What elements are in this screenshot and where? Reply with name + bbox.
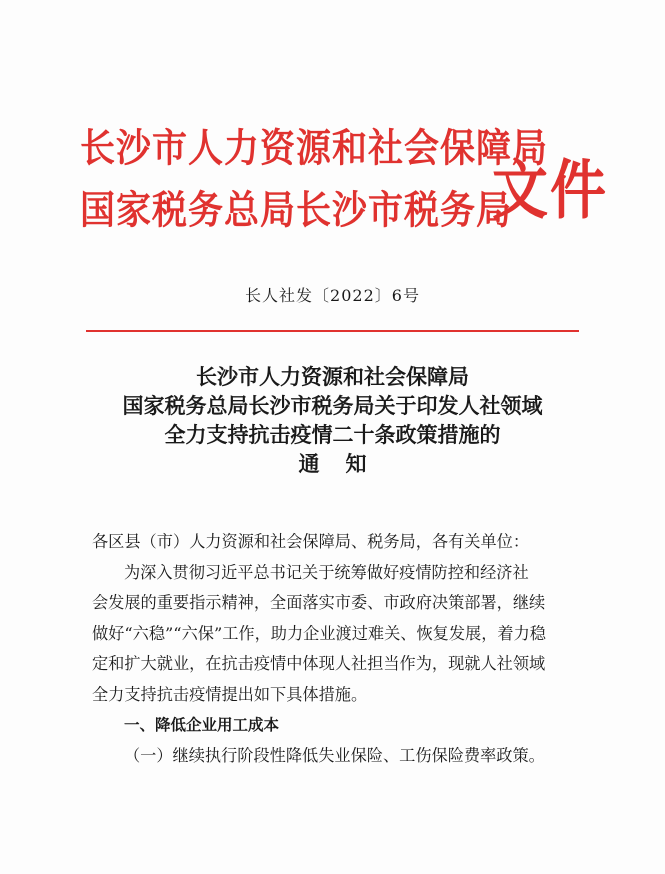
title-line-2: 国家税务总局长沙市税务局关于印发人社领域 — [122, 393, 543, 418]
doc-type-label: 文件 — [492, 152, 608, 229]
salutation: 各区县（市）人力资源和社会保障局、税务局，各有关单位： — [92, 532, 530, 551]
notice-title — [0, 362, 665, 478]
section-heading-1: 一、降低企业用工成本 — [124, 716, 280, 734]
red-header — [80, 118, 608, 248]
intro-line-4: 定和扩大就业，在抗击疫情中体现人社担当作为，现就人社领域 — [92, 654, 546, 673]
title-line-4: 通知 — [298, 451, 393, 476]
title-line-1: 长沙市人力资源和社会保障局 — [196, 364, 469, 389]
intro-line-5: 全力支持抗击疫情提出如下具体措施。 — [92, 684, 368, 704]
title-line-3: 全力支持抗击疫情二十条政策措施的 — [164, 422, 501, 447]
red-divider — [86, 330, 579, 332]
item-1: （一）继续执行阶段性降低失业保险、工伤保险费率政策。 — [124, 745, 545, 765]
issuer-name-1: 长沙市人力资源和社会保障局 — [80, 125, 549, 172]
document-body — [92, 527, 582, 771]
intro-line-1: 为深入贯彻习近平总书记关于统筹做好疫情防控和经济社 — [124, 562, 529, 582]
document-number: 长人社发〔2022〕6号 — [245, 286, 420, 305]
intro-line-3: 做好“六稳”“六保”工作，助力企业渡过难关、恢复发展，着力稳 — [92, 623, 546, 643]
intro-line-2: 会发展的重要指示精神，全面落实市委、市政府决策部署，继续 — [92, 593, 546, 612]
issuer-name-2: 国家税务总局长沙市税务局 — [80, 187, 513, 234]
